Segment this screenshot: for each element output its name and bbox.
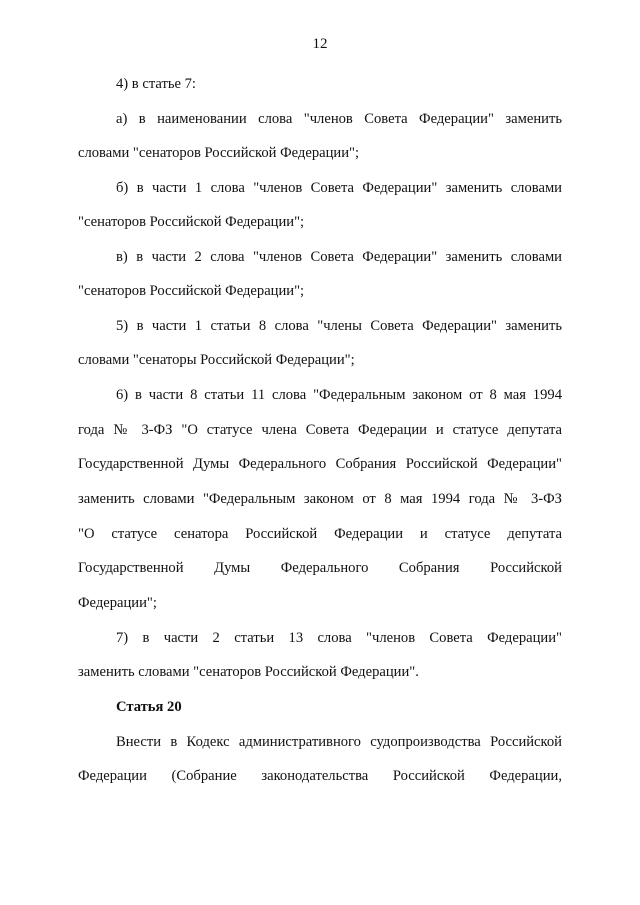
item-6-line-2: года № 3-ФЗ "О статусе члена Совета Федерации и статусе депутата (78, 422, 562, 438)
item-6-line-7: Федерации"; (78, 595, 157, 611)
item-4-heading: 4) в статье 7: (116, 76, 196, 92)
item-5-line-2: словами "сенаторы Российской Федерации"; (78, 352, 355, 368)
item-a-line-2: словами "сенаторов Российской Федерации"; (78, 145, 360, 161)
item-b-line-2: "сенаторов Российской Федерации"; (78, 214, 305, 230)
item-b-line-1: б) в части 1 слова "членов Совета Федерации" заменить словами (116, 180, 562, 196)
item-7-line-2: заменить словами "сенаторов Российской Федерации". (78, 664, 419, 680)
item-v-line-1: в) в части 2 слова "членов Совета Федерации" заменить словами (116, 249, 562, 265)
item-5-line-1: 5) в части 1 статьи 8 слова "члены Совета Федерации" заменить (116, 318, 562, 334)
item-6-line-5: "О статусе сенатора Российской Федерации и статусе депутата (78, 526, 562, 542)
article-20-line-1: Внести в Кодекс административного судопроизводства Российской (116, 734, 562, 750)
item-6-line-4: заменить словами "Федеральным законом от 8 мая 1994 года № 3-ФЗ (78, 491, 562, 507)
item-6-line-6: Государственной Думы Федерального Собрания Российской (78, 560, 562, 576)
item-6-line-1: 6) в части 8 статьи 11 слова "Федеральным законом от 8 мая 1994 (116, 387, 562, 403)
page-number: 12 (312, 36, 328, 52)
item-v-line-2: "сенаторов Российской Федерации"; (78, 283, 305, 299)
article-20-line-2: Федерации (Собрание законодательства Российской Федерации, (78, 768, 562, 784)
article-20-heading: Статья 20 (116, 699, 182, 715)
item-a-line-1: а) в наименовании слова "членов Совета Федерации" заменить (116, 111, 562, 127)
item-7-line-1: 7) в части 2 статьи 13 слова "членов Совета Федерации" (116, 630, 562, 646)
item-6-line-3: Государственной Думы Федерального Собрания Российской Федерации" (78, 456, 562, 472)
